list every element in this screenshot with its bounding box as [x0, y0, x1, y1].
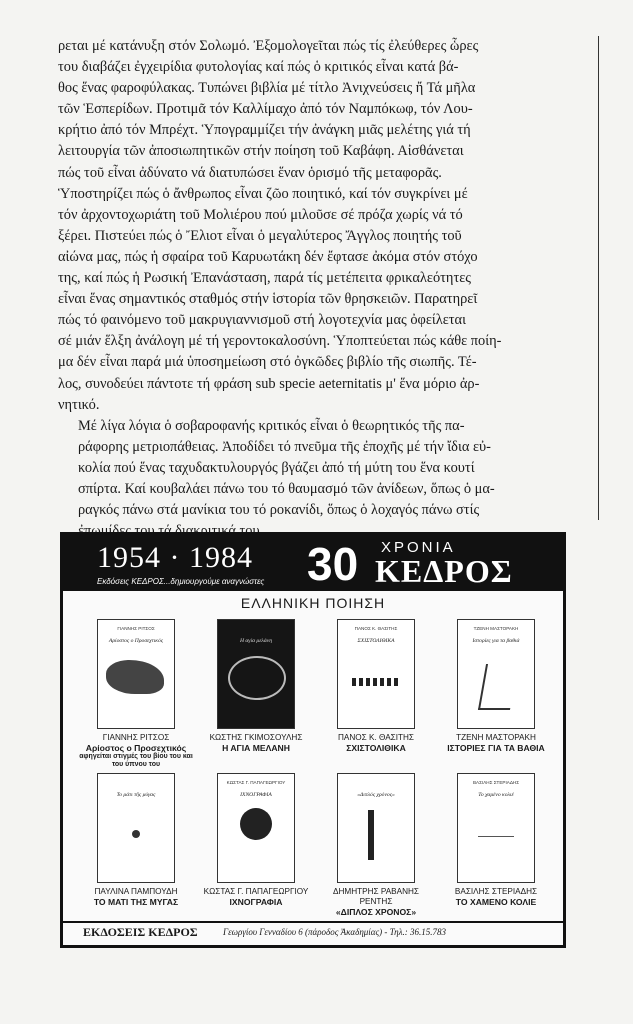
cover-illustration — [132, 830, 140, 838]
ad-subtitle: Εκδόσεις ΚΕΔΡΟΣ...δημιουργούμε αναγνώστες — [97, 577, 265, 586]
book-credit — [197, 733, 315, 753]
book-title: Η ΑΓΙΑ ΜΕΛΑΝΗ — [222, 743, 290, 753]
cover-author: ΓΙΑΝΝΗΣ ΡΙΤΣΟΣ — [117, 626, 155, 631]
book-title: ΤΟ ΜΑΤΙ ΤΗΣ ΜΥΓΑΣ — [93, 897, 179, 907]
text-line: ράφορης μετριοπάθειας. Ἀποδίδει τό πνεῦμα τῆς ἐποχῆς μέ τήν ἴδια εὐ- — [78, 438, 491, 455]
book-title: Αρίοστος ο Προσεχτικός — [85, 743, 187, 753]
book-author: ΠΑΝΟΣ Κ. ΘΑΣΙΤΗΣ — [338, 733, 414, 742]
text-line: πώς τό φαινόμενο τοῦ μακρυγιαννισμοῦ στή λογοτεχνία μας ὀφείλεται — [58, 312, 466, 329]
cover-illustration — [352, 678, 400, 686]
text-line: σέ μιάν ἕλξη ἀνάλογη μέ τή γεροντοκαλοσύνη. Ὑποπτεύεται πώς κάθε ποίη- — [58, 333, 502, 350]
book-credit — [437, 733, 555, 753]
text-line: κολία πού ἕνας ταχυδακτυλουργός βγάζει ἀπό τή μύτη του ἕνα κουτί — [78, 459, 475, 476]
cover-title: Η αγία μελάνη — [239, 638, 273, 644]
cover-title: Το χαμένο κολιέ — [478, 792, 514, 798]
column-rule — [598, 36, 599, 520]
book-author: ΒΑΣΙΛΗΣ ΣΤΕΡΙΑΔΗΣ — [454, 887, 538, 896]
book-author: ΚΩΣΤΑΣ Γ. ΠΑΠΑΓΕΩΡΓΙΟΥ — [203, 887, 309, 896]
cover-author: ΚΩΣΤΑΣ Γ. ΠΑΠΑΓΕΩΡΓΙΟΥ — [226, 780, 286, 785]
text-line: λειτουργία τῶν ἀποσιωπητικῶν στήν ποίηση τοῦ Καβάφη. Αἰσθάνεται — [58, 143, 464, 160]
footer-brand: ΕΚΔΟΣΕΙΣ ΚΕΔΡΟΣ — [83, 925, 198, 939]
book-credit — [437, 887, 555, 907]
cover-author: ΤΖΕΝΗ ΜΑΣΤΟΡΑΚΗ — [473, 626, 519, 631]
book-credit — [77, 887, 195, 907]
book-cover — [337, 773, 415, 883]
cover-author: ΒΑΣΙΛΗΣ ΣΤΕΡΙΑΔΗΣ — [472, 780, 520, 785]
text-line: τόν ἀρχοντοχωριάτη τοῦ Μολιέρου πού μιλοῦσε σέ πρόζα χωρίς νά τό — [58, 206, 463, 223]
footer-address: Γεωργίου Γενναδίου 6 (πάροδος Ἀκαδημίας) - Τηλ.: 36.15.783 — [223, 927, 447, 937]
book-cover — [97, 773, 175, 883]
cover-title: Ιστορίες για τα βαθιά — [472, 638, 520, 644]
cover-title: «Διπλός χρόνος» — [357, 792, 395, 798]
book-author: ΠΑΥΛΙΝΑ ΠΑΜΠΟΥΔΗ — [94, 887, 178, 896]
book-author: ΤΖΕΝΗ ΜΑΣΤΟΡΑΚΗ — [456, 733, 536, 742]
book-cover — [457, 773, 535, 883]
text-line: σπίρτα. Καί κουβαλάει πάνω του τό θαυμασμό τῶν ἀνίδεων, ὅπως ὁ μα- — [78, 480, 495, 497]
book-cover — [457, 619, 535, 729]
book-title: «ΔΙΠΛΟΣ ΧΡΟΝΟΣ» — [335, 907, 417, 917]
text-line: ραγκός πάνω στά μανίκια του τό ροκανίδι, ὅπως ὁ λοχαγός πάνω στίς — [78, 502, 480, 519]
book-credit — [77, 733, 195, 769]
essay-text — [58, 36, 590, 542]
text-line: ξέρει. Πιστεύει πώς ὁ Ἔλιοτ εἶναι ὁ μεγαλύτερος Ἄγγλος ποιητής τοῦ — [58, 227, 462, 244]
cover-title: ΣΧΙΣΤΟΛΙΘΙΚΑ — [357, 638, 395, 644]
text-line: της, καί πώς ἡ Ρωσική Ἐπανάσταση, παρά τίς μετέπειτα φρικαλεότητες — [58, 270, 471, 287]
cover-illustration — [368, 810, 374, 860]
cover-illustration — [106, 660, 164, 694]
book-subtitle: αφηγείται στιγμές του βίου του και του ύπνου του — [79, 753, 193, 768]
text-line: θος ἕνας φαροφύλακας. Τυπώνει βιβλία μέ τίτλο Ἀνιχνεύσεις ἤ Τά μῆλα — [58, 80, 476, 97]
text-line: πώς τοῦ εἶναι ἀδύνατο νά διατυπώσει ἕναν ὁρισμό τῆς μεταφορᾶς. — [58, 164, 442, 181]
book-title: ΙΧΝΟΓΡΑΦΙΑ — [229, 897, 283, 907]
book-cover — [217, 773, 295, 883]
cover-title: Το μάτι τῆς μύγας — [116, 792, 156, 798]
text-line: Μέ λίγα λόγια ὁ σοβαροφανής κριτικός εἶναι ὁ θεωρητικός τῆς πα- — [78, 417, 465, 434]
text-line: λος, συνοδεύει πάντοτε τή φράση sub specie aeternitatis μ' ἕνα μόριο ἀρ- — [58, 375, 480, 392]
text-line: κρήτιο ἀπό τόν Μπρέχτ. Ὑπογραμμίζει τήν ἀνάγκη μιᾶς μελέτης γιά τή — [58, 122, 471, 139]
book-title: ΣΧΙΣΤΟΛΙΘΙΚΑ — [346, 743, 406, 753]
ad-section-title: ΕΛΛΗΝΙΚΗ ΠΟΙΗΣΗ — [240, 595, 386, 611]
book-credit — [317, 887, 435, 917]
book-author: ΔΗΜΗΤΡΗΣ ΡΑΒΑΝΗΣ ΡΕΝΤΗΣ — [333, 887, 419, 906]
ad-brand: ΚΕΔΡΟΣ — [375, 553, 513, 589]
text-line: του διαβάζει ἐγχειρίδια φυτολογίας καί πώς ὁ κριτικός εἶναι κατά βά- — [58, 59, 459, 76]
text-line: Ὑποστηρίζει πώς ὁ ἄνθρωπος εἶναι ζῶο ποιητικό, καί τόν συγκρίνει μέ — [58, 185, 468, 202]
book-title: ΤΟ ΧΑΜΕΝΟ ΚΟΛΙΕ — [455, 897, 537, 907]
text-line: τῶν Ἑσπερίδων. Προτιμᾶ τόν Καλλίμαχο ἀπό τόν Ναμπόκωφ, τόν Λου- — [58, 101, 473, 118]
book-credit — [317, 733, 435, 753]
book-author: ΓΙΑΝΝΗΣ ΡΙΤΣΟΣ — [102, 733, 170, 742]
text-line: εἶναι ἕνας σημαντικός σταθμός στήν ἱστορία τῶν θρησκειῶν. Παρατηρεῖ — [58, 291, 478, 308]
ad-number: 30 — [307, 538, 359, 590]
book-cover — [337, 619, 415, 729]
kedros-advertisement — [60, 532, 566, 948]
text-line: νητικό. — [58, 396, 100, 413]
ad-banner — [63, 535, 563, 591]
cover-illustration — [240, 808, 272, 840]
book-title: ΙΣΤΟΡΙΕΣ ΓΙΑ ΤΑ ΒΑΘΙΑ — [447, 743, 545, 753]
text-line: ρεται μέ κατάνυξη στόν Σολωμό. Ἐξομολογεῖται πώς τίς ἐλεύθερες ὧρες — [58, 38, 479, 54]
book-credit — [197, 887, 315, 907]
text-line: μα δέν εἶναι παρά μιά ὑποσημείωση στό ὀγκῶδες βιβλίο τῆς σιωπῆς. Τέ- — [58, 354, 477, 371]
book-cover — [217, 619, 295, 729]
cover-title: ΙΧΝΟΓΡΑΦΙΑ — [240, 792, 272, 798]
ad-years: 1954 · 1984 — [97, 541, 253, 574]
text-line: αἰώνα μας, πώς ἡ σφαίρα τοῦ Καρυωτάκη δέν ἔφτασε ἀκόμα στόν στόχο — [58, 248, 478, 265]
paragraph-1 — [58, 36, 590, 416]
cover-title: Αρίοστος ο Προσεχτικός — [108, 638, 164, 644]
cover-illustration — [478, 822, 514, 837]
book-cover — [97, 619, 175, 729]
ad-footer — [63, 921, 563, 945]
paragraph-2 — [58, 416, 590, 543]
cover-illustration — [478, 664, 518, 710]
book-author: ΚΩΣΤΗΣ ΓΚΙΜΟΣΟΥΛΗΣ — [209, 733, 303, 742]
ad-xronia: ΧΡΟΝΙΑ — [381, 539, 456, 556]
cover-author: ΠΑΝΟΣ Κ. ΘΑΣΙΤΗΣ — [354, 626, 398, 631]
cover-illustration — [228, 656, 286, 700]
